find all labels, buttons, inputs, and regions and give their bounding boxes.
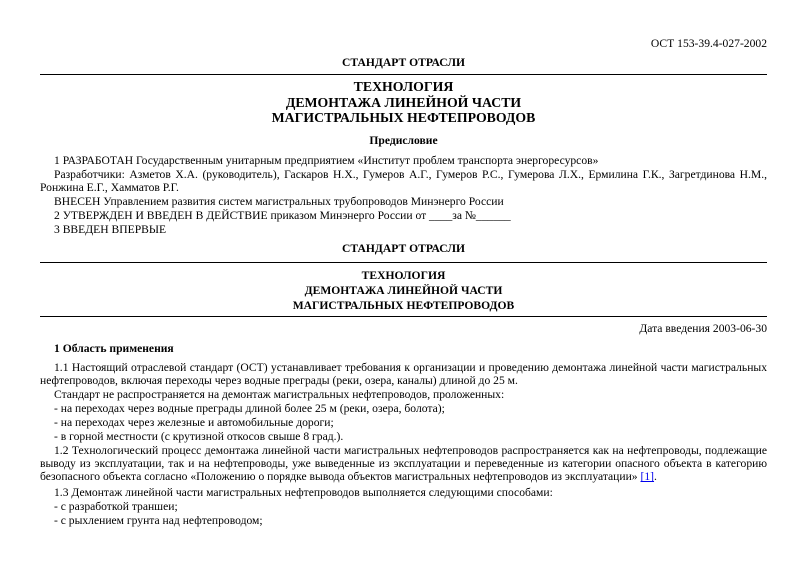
divider <box>40 262 767 263</box>
paragraph-1-2-text: 1.2 Технологический процесс демонтажа линейной части магистральных нефтепроводов распространяется как на нефтепроводы, подлежащие выводу из эксплуатации, так и на нефтепроводы, уже выведенные из эксплуатации и переведенные из категории опасного объекта в категорию безопасного объекта согласно «Положению о порядке вывода объектов магистральных нефтепроводов из эксплуатации» <box>40 444 767 484</box>
preface-item-1: 1 РАЗРАБОТАН Государственным унитарным предприятием «Институт проблем транспорта энергоресурсов» <box>54 154 599 167</box>
preface-introduced: ВНЕСЕН Управлением развития систем магистральных трубопроводов Минэнерго России <box>54 195 504 208</box>
section-heading: 1 Область применения <box>54 342 174 355</box>
reference-link[interactable]: [1] <box>640 470 655 484</box>
list-item: - на переходах через водные преграды длиной более 25 м (реки, озера, болота); <box>54 402 445 415</box>
preface-item-3: 3 ВВЕДЕН ВПЕРВЫЕ <box>54 223 167 236</box>
title-line: МАГИСТРАЛЬНЫХ НЕФТЕПРОВОДОВ <box>292 299 515 312</box>
title-line: ДЕМОНТАЖА ЛИНЕЙНОЙ ЧАСТИ <box>304 284 503 297</box>
introduction-date: Дата введения 2003-06-30 <box>639 322 767 335</box>
title-line: МАГИСТРАЛЬНЫХ НЕФТЕПРОВОДОВ <box>271 110 536 125</box>
divider <box>40 316 767 317</box>
document-code: ОСТ 153-39.4-027-2002 <box>650 37 767 50</box>
list-item: - с разработкой траншеи; <box>54 500 178 513</box>
document-title <box>40 79 767 126</box>
paragraph-not-apply: Стандарт не распространяется на демонтаж магистральных нефтепроводов, проложенных: <box>54 388 505 401</box>
title-line: ТЕХНОЛОГИЯ <box>361 269 446 282</box>
standard-label-2: СТАНДАРТ ОТРАСЛИ <box>341 242 465 255</box>
title-line: ТЕХНОЛОГИЯ <box>353 79 454 94</box>
paragraph-1-1: 1.1 Настоящий отраслевой стандарт (ОСТ) устанавливает требования к организации и проведению демонтажа линейной части магистральных нефтепроводов, включая переходы через водные преграды (реки, озера, каналы) длиной до 25 м. <box>40 361 767 388</box>
preface-developers: Разработчики: Азметов Х.А. (руководитель), Гаскаров Н.Х., Гумеров А.Г., Гумеров Р.С., Гумерова Л.Х., Ермилина Г.К., Загретдинова Н.М., Ронжина Е.Г., Хамматов Р.Г. <box>40 168 767 195</box>
standard-label: СТАНДАРТ ОТРАСЛИ <box>341 56 465 69</box>
document-title-2 <box>40 268 767 313</box>
list-item: - в горной местности (с крутизной откосов свыше 8 град.). <box>54 430 344 443</box>
preface-heading: Предисловие <box>369 134 438 147</box>
paragraph-1-2-end: . <box>654 470 657 484</box>
list-item: - с рыхлением грунта над нефтепроводом; <box>54 514 263 527</box>
preface-item-2: 2 УТВЕРЖДЕН И ВВЕДЕН В ДЕЙСТВИЕ приказом Минэнерго России от ____за №______ <box>54 209 511 222</box>
title-line: ДЕМОНТАЖА ЛИНЕЙНОЙ ЧАСТИ <box>285 94 522 110</box>
paragraph-1-2 <box>40 444 767 484</box>
list-item: - на переходах через железные и автомобильные дороги; <box>54 416 334 429</box>
divider <box>40 74 767 75</box>
paragraph-1-3: 1.3 Демонтаж линейной части магистральных нефтепроводов выполняется следующими способами: <box>54 486 553 499</box>
